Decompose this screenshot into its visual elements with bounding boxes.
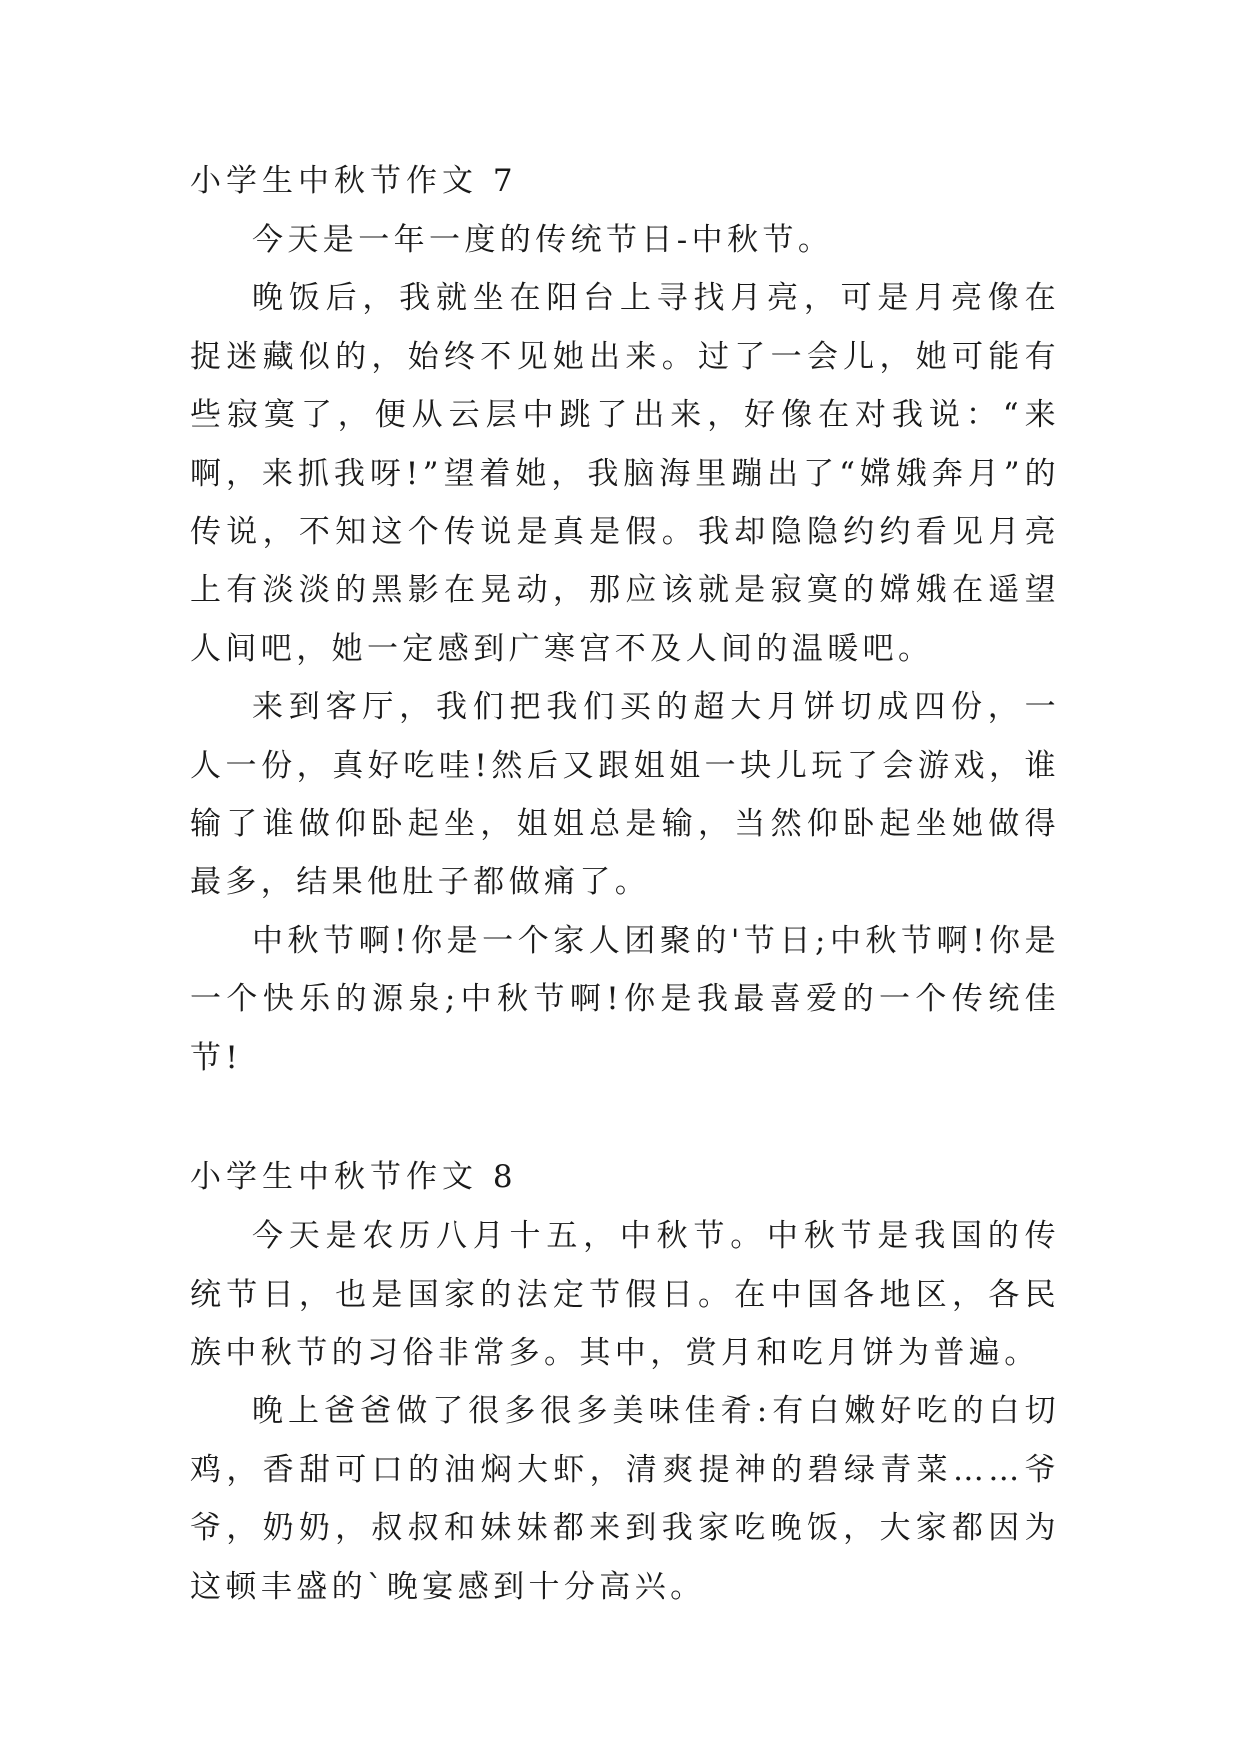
essay-paragraph: 晚饭后，我就坐在阳台上寻找月亮，可是月亮像在捉迷藏似的，始终不见她出来。过了一会儿，她可能有些寂寞了，便从云层中跳了出来，好像在对我说：“来啊，来抓我呀!”望着她，我脑海里蹦出了“嫦娥奔月”的传说，不知这个传说是真是假。我却隐隐约约看见月亮上有淡淡的黑影在晃动，那应该就是寂寞的嫦娥在遥望人间吧，她一定感到广寒宫不及人间的温暖吧。: [190, 280, 1060, 667]
essay-paragraph: 今天是农历八月十五，中秋节。中秋节是我国的传统节日，也是国家的法定节假日。在中国各地区，各民族中秋节的习俗非常多。其中，赏月和吃月饼为普遍。: [190, 1218, 1060, 1371]
essay-title: 小学生中秋节作文 7: [190, 163, 518, 199]
essay-paragraph: 今天是一年一度的传统节日-中秋节。: [252, 222, 834, 258]
essay-paragraph: 来到客厅，我们把我们买的超大月饼切成四份，一人一份，真好吃哇!然后又跟姐姐一块儿玩了会游戏，谁输了谁做仰卧起坐，姐姐总是输，当然仰卧起坐她做得最多，结果他肚子都做痛了。: [190, 689, 1060, 901]
essay-title: 小学生中秋节作文 8: [190, 1159, 518, 1196]
essay-section-7: [190, 151, 1060, 1087]
document-body: [190, 151, 1060, 1616]
essay-section-8: [190, 1147, 1060, 1616]
essay-paragraph: 晚上爸爸做了很多很多美味佳肴:有白嫩好吃的白切鸡，香甜可口的油焖大虾，清爽提神的碧绿青菜……爷爷，奶奶，叔叔和妹妹都来到我家吃晚饭，大家都因为这顿丰盛的`晚宴感到十分高兴。: [190, 1393, 1060, 1605]
essay-paragraph: 中秋节啊!你是一个家人团聚的'节日;中秋节啊!你是一个快乐的源泉;中秋节啊!你是我最喜爱的一个传统佳节!: [190, 922, 1060, 1076]
